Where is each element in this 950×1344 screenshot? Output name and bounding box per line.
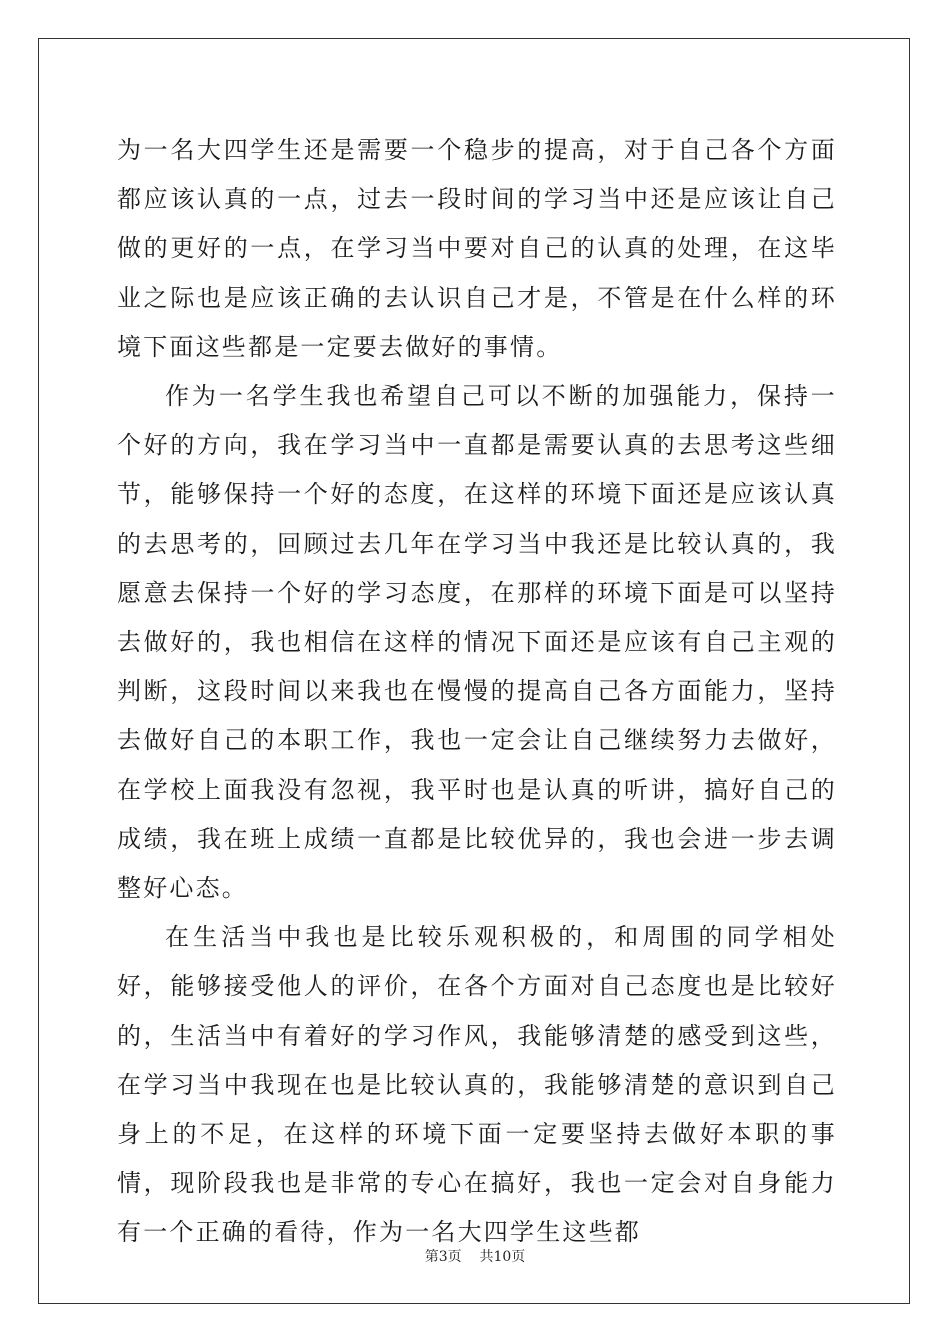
paragraph-1: 为一名大四学生还是需要一个稳步的提高，对于自己各个方面都应该认真的一点，过去一段时间的学习当中还是应该让自己做的更好的一点，在学习当中要对自己的认真的处理，在这毕业之际也是应该正确的去认识自己才是，不管是在什么样的环境下面这些都是一定要去做好的事情。 (117, 136, 837, 361)
paragraph-3: 在生活当中我也是比较乐观积极的，和周围的同学相处好，能够接受他人的评价，在各个方面对自己态度也是比较好的，生活当中有着好的学习作风，我能够清楚的感受到这些，在学习当中我现在也是比较认真的，我能够清楚的意识到自己身上的不足，在这样的环境下面一定要坚持去做好本职的事情，现阶段我也是非常的专心在搞好，我也一定会对自身能力有一个正确的看待，作为一名大四学生这些都 (117, 923, 837, 1247)
page-total: 共10页 (479, 1249, 526, 1265)
page-number: 第3页 (424, 1249, 462, 1265)
document-body (117, 126, 837, 1258)
page-footer (0, 1246, 950, 1266)
paragraph-2: 作为一名学生我也希望自己可以不断的加强能力，保持一个好的方向，我在学习当中一直都是需要认真的去思考这些细节，能够保持一个好的态度，在这样的环境下面还是应该认真的去思考的，回顾过去几年在学习当中我还是比较认真的，我愿意去保持一个好的学习态度，在那样的环境下面是可以坚持去做好的，我也相信在这样的情况下面还是应该有自己主观的判断，这段时间以来我也在慢慢的提高自己各方面能力，坚持去做好自己的本职工作，我也一定会让自己继续努力去做好，在学校上面我没有忽视，我平时也是认真的听讲，搞好自己的成绩，我在班上成绩一直都是比较优异的，我也会进一步去调整好心态。 (117, 382, 837, 903)
